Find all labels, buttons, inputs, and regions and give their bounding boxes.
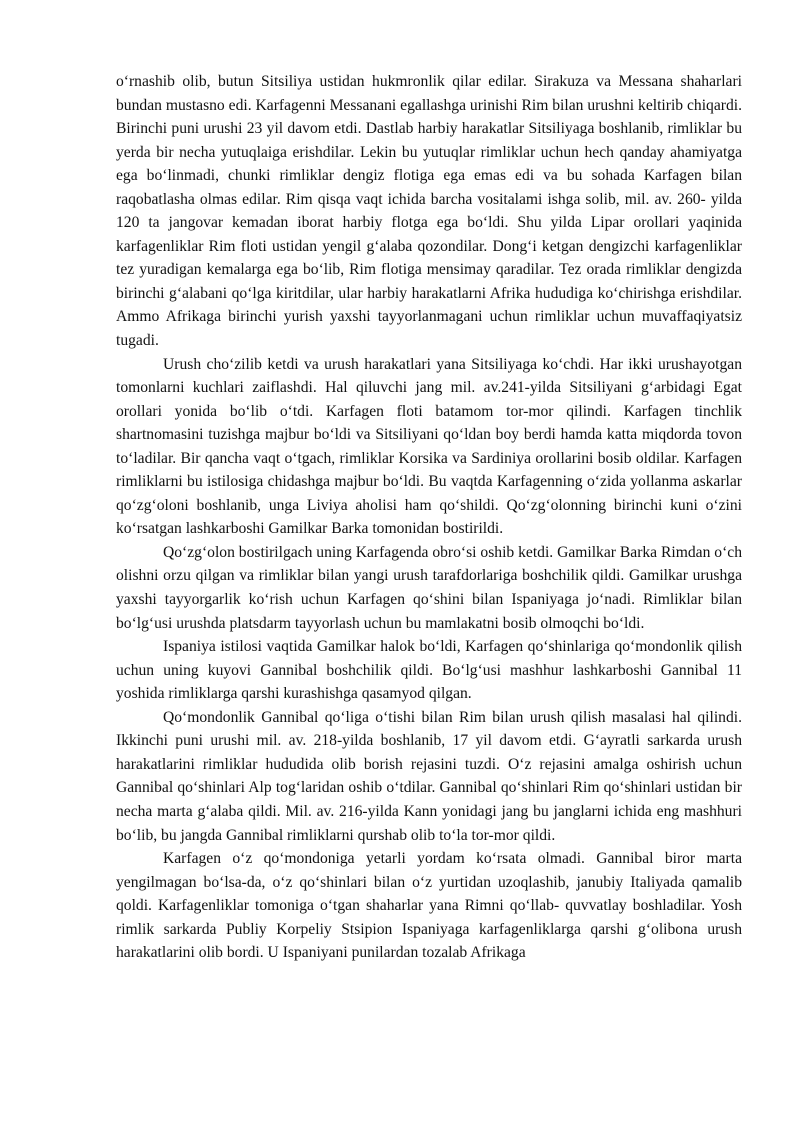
- paragraph-3: Qo‘zg‘olon bostirilgach uning Karfagenda obro‘si oshib ketdi. Gamilkar Barka Rimdan o‘ch olishni orzu qilgan va rimliklar bilan yangi urush tarafdorlariga boshchilik qildi. Gamilkar urushga yaxshi tayyorgarlik ko‘rish uchun Karfagen qo‘shini bilan Ispaniyaga jo‘nadi. Rimliklar bilan bo‘lg‘usi urushda platsdarm tayyorlash uchun bu mamlakatni bosib olmoqchi bo‘ldi.: [116, 543, 742, 632]
- document-page: [116, 70, 742, 965]
- paragraph-6: Karfagen o‘z qo‘mondoniga yetarli yordam ko‘rsata olmadi. Gannibal biror marta yengilmagan bo‘lsa-da, o‘z qo‘shinlari bilan o‘z yurtidan uzoqlashib, janubiy Italiyada qamalib qoldi. Karfagenliklar tomoniga o‘tgan shaharlar yana Rimni qo‘llab- quvvatlay boshladilar. Yosh rimlik sarkarda Publiy Korpeliy Stsipion Ispaniyaga karfagenliklarga qarshi g‘olibona urush harakatlarini olib bordi. U Ispaniyani punilardan tozalab Afrikaga: [116, 850, 742, 962]
- paragraph-1: o‘rnashib olib, butun Sitsiliya ustidan hukmronlik qilar edilar. Sirakuza va Messana shaharlari bundan mustasno edi. Karfagenni Messanani egallashga urinishi Rim bilan urushni keltirib chiqardi. Birinchi puni urushi 23 yil davom etdi. Dastlab harbiy harakatlar Sitsiliyaga boshlanib, rimliklar bu yerda bir necha yutuqlaiga erishdilar. Lekin bu yutuqlar rimliklar uchun hech qanday ahamiyatga ega bo‘linmadi, chunki rimliklar dengiz flotiga ega emas edi va bu sohada Karfagen bilan raqobatlasha olmas edilar. Rim qisqa vaqt ichida barcha vositalami ishga solib, mil. av. 260- yilda 120 ta jangovar kemadan iborat harbiy flotga ega bo‘ldi. Shu yilda Lipar orollari yaqinida karfagenliklar Rim floti ustidan yengil g‘alaba qozondilar. Dong‘i ketgan dengizchi karfagenliklar tez yuradigan kemalarga ega bo‘lib, Rim flotiga mensimay qaradilar. Tez orada rimliklar dengizda birinchi g‘alabani qo‘lga kiritdilar, ular harbiy harakatlarni Afrika hududiga ko‘chirishga erishdilar. Ammo Afrikaga birinchi yurish yaxshi tayyorlanmagani uchun rimliklar uchun muvaffaqiyatsiz tugadi.: [116, 73, 742, 350]
- paragraph-5: Qo‘mondonlik Gannibal qo‘liga o‘tishi bilan Rim bilan urush qilish masalasi hal qilindi. Ikkinchi puni urushi mil. av. 218-yilda boshlanib, 17 yil davom etdi. G‘ayratli sarkarda urush harakatlarini rimliklar hududida olib borish rejasini tuzdi. O‘z rejasini amalga oshirish uchun Gannibal qo‘shinlari Alp tog‘laridan oshib o‘tdilar. Gannibal qo‘shinlari Rim qo‘shinlari ustidan bir necha marta g‘alaba qildi. Mil. av. 216-yilda Kann yonidagi jang bu janglarni ichida eng mashhuri bo‘lib, bu jangda Gannibal rimliklarni qurshab olib to‘la tor-mor qildi.: [116, 708, 742, 844]
- paragraph-4: Ispaniya istilosi vaqtida Gamilkar halok bo‘ldi, Karfagen qo‘shinlariga qo‘mondonlik qilish uchun uning kuyovi Gannibal boshchilik qildi. Bo‘lg‘usi mashhur lashkarboshi Gannibal 11 yoshida rimliklarga qarshi kurashishga qasamyod qilgan.: [116, 638, 742, 703]
- paragraph-2: Urush cho‘zilib ketdi va urush harakatlari yana Sitsiliyaga ko‘chdi. Har ikki urushayotgan tomonlarni kuchlari zaiflashdi. Hal qiluvchi jang mil. av.241-yilda Sitsiliyani g‘arbidagi Egat orollari yonida bo‘lib o‘tdi. Karfagen floti batamom tor-mor qilindi. Karfagen tinchlik shartnomasini tuzishga majbur bo‘ldi va Sitsiliyani qo‘ldan boy berdi hamda katta miqdorda tovon to‘ladilar. Bir qancha vaqt o‘tgach, rimliklar Korsika va Sardiniya orollarini bosib oldilar. Karfagen rimliklarni bu istilosiga chidashga majbur bo‘ldi. Bu vaqtda Karfagenning o‘zida yollanma askarlar qo‘zg‘oloni boshlanib, unga Liviya aholisi ham qo‘shildi. Qo‘zg‘olonning birinchi kuni o‘zini ko‘rsatgan lashkarboshi Gamilkar Barka tomonidan bostirildi.: [116, 355, 742, 538]
